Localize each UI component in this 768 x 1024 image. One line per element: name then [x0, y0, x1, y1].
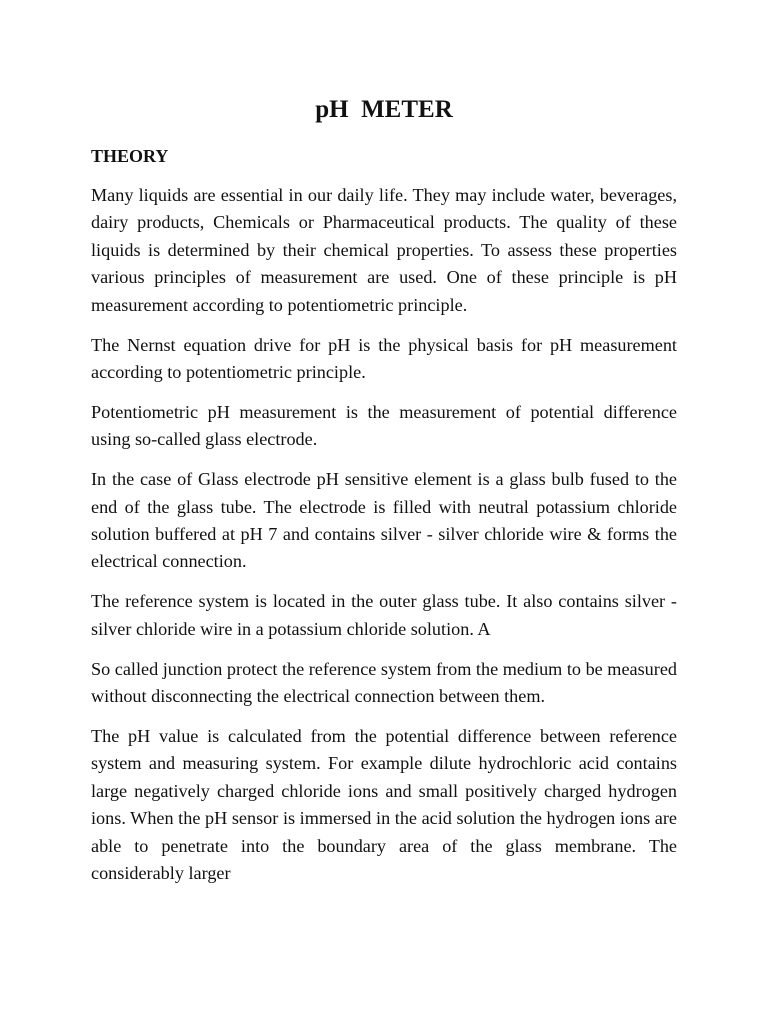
paragraph: So called junction protect the reference system from the medium to be measured without disconnecting the electrical connection between them. — [91, 658, 677, 706]
paragraph: Potentiometric pH measurement is the measurement of potential difference using so-called glass electrode. — [91, 401, 677, 450]
paragraph: The reference system is located in the outer glass tube. It also contains silver - silver chloride wire in a potassium chloride solution. A — [91, 591, 677, 639]
paragraph: The Nernst equation drive for pH is the physical basis for pH measurement according to potentiometric principle. — [91, 334, 677, 382]
paragraph: The pH value is calculated from the potential difference between reference system and measuring system. For example dilute hydrochloric acid contains large negatively charged chloride ions and small positively charged hydrogen ions. When the pH sensor is immersed in the acid solution the hydrogen ions are able to penetrate into the boundary area of the glass membrane. The considerably larger — [91, 725, 677, 883]
section-heading: THEORY — [91, 146, 169, 166]
page-title: pH METER — [315, 96, 453, 123]
paragraph: In the case of Glass electrode pH sensitive element is a glass bulb fused to the end of the glass tube. The electrode is filled with neutral potassium chloride solution buffered at pH 7 and contains silver - silver chloride wire & forms the electrical connection. — [91, 469, 677, 572]
paragraph: Many liquids are essential in our daily life. They may include water, beverages, dairy products, Chemicals or Pharmaceutical products. The quality of these liquids is determined by their chemical properties. To assess these properties various principles of measurement are used. One of these principle is pH measurement according to potentiometric principle. — [91, 185, 677, 315]
document-body — [91, 182, 677, 900]
